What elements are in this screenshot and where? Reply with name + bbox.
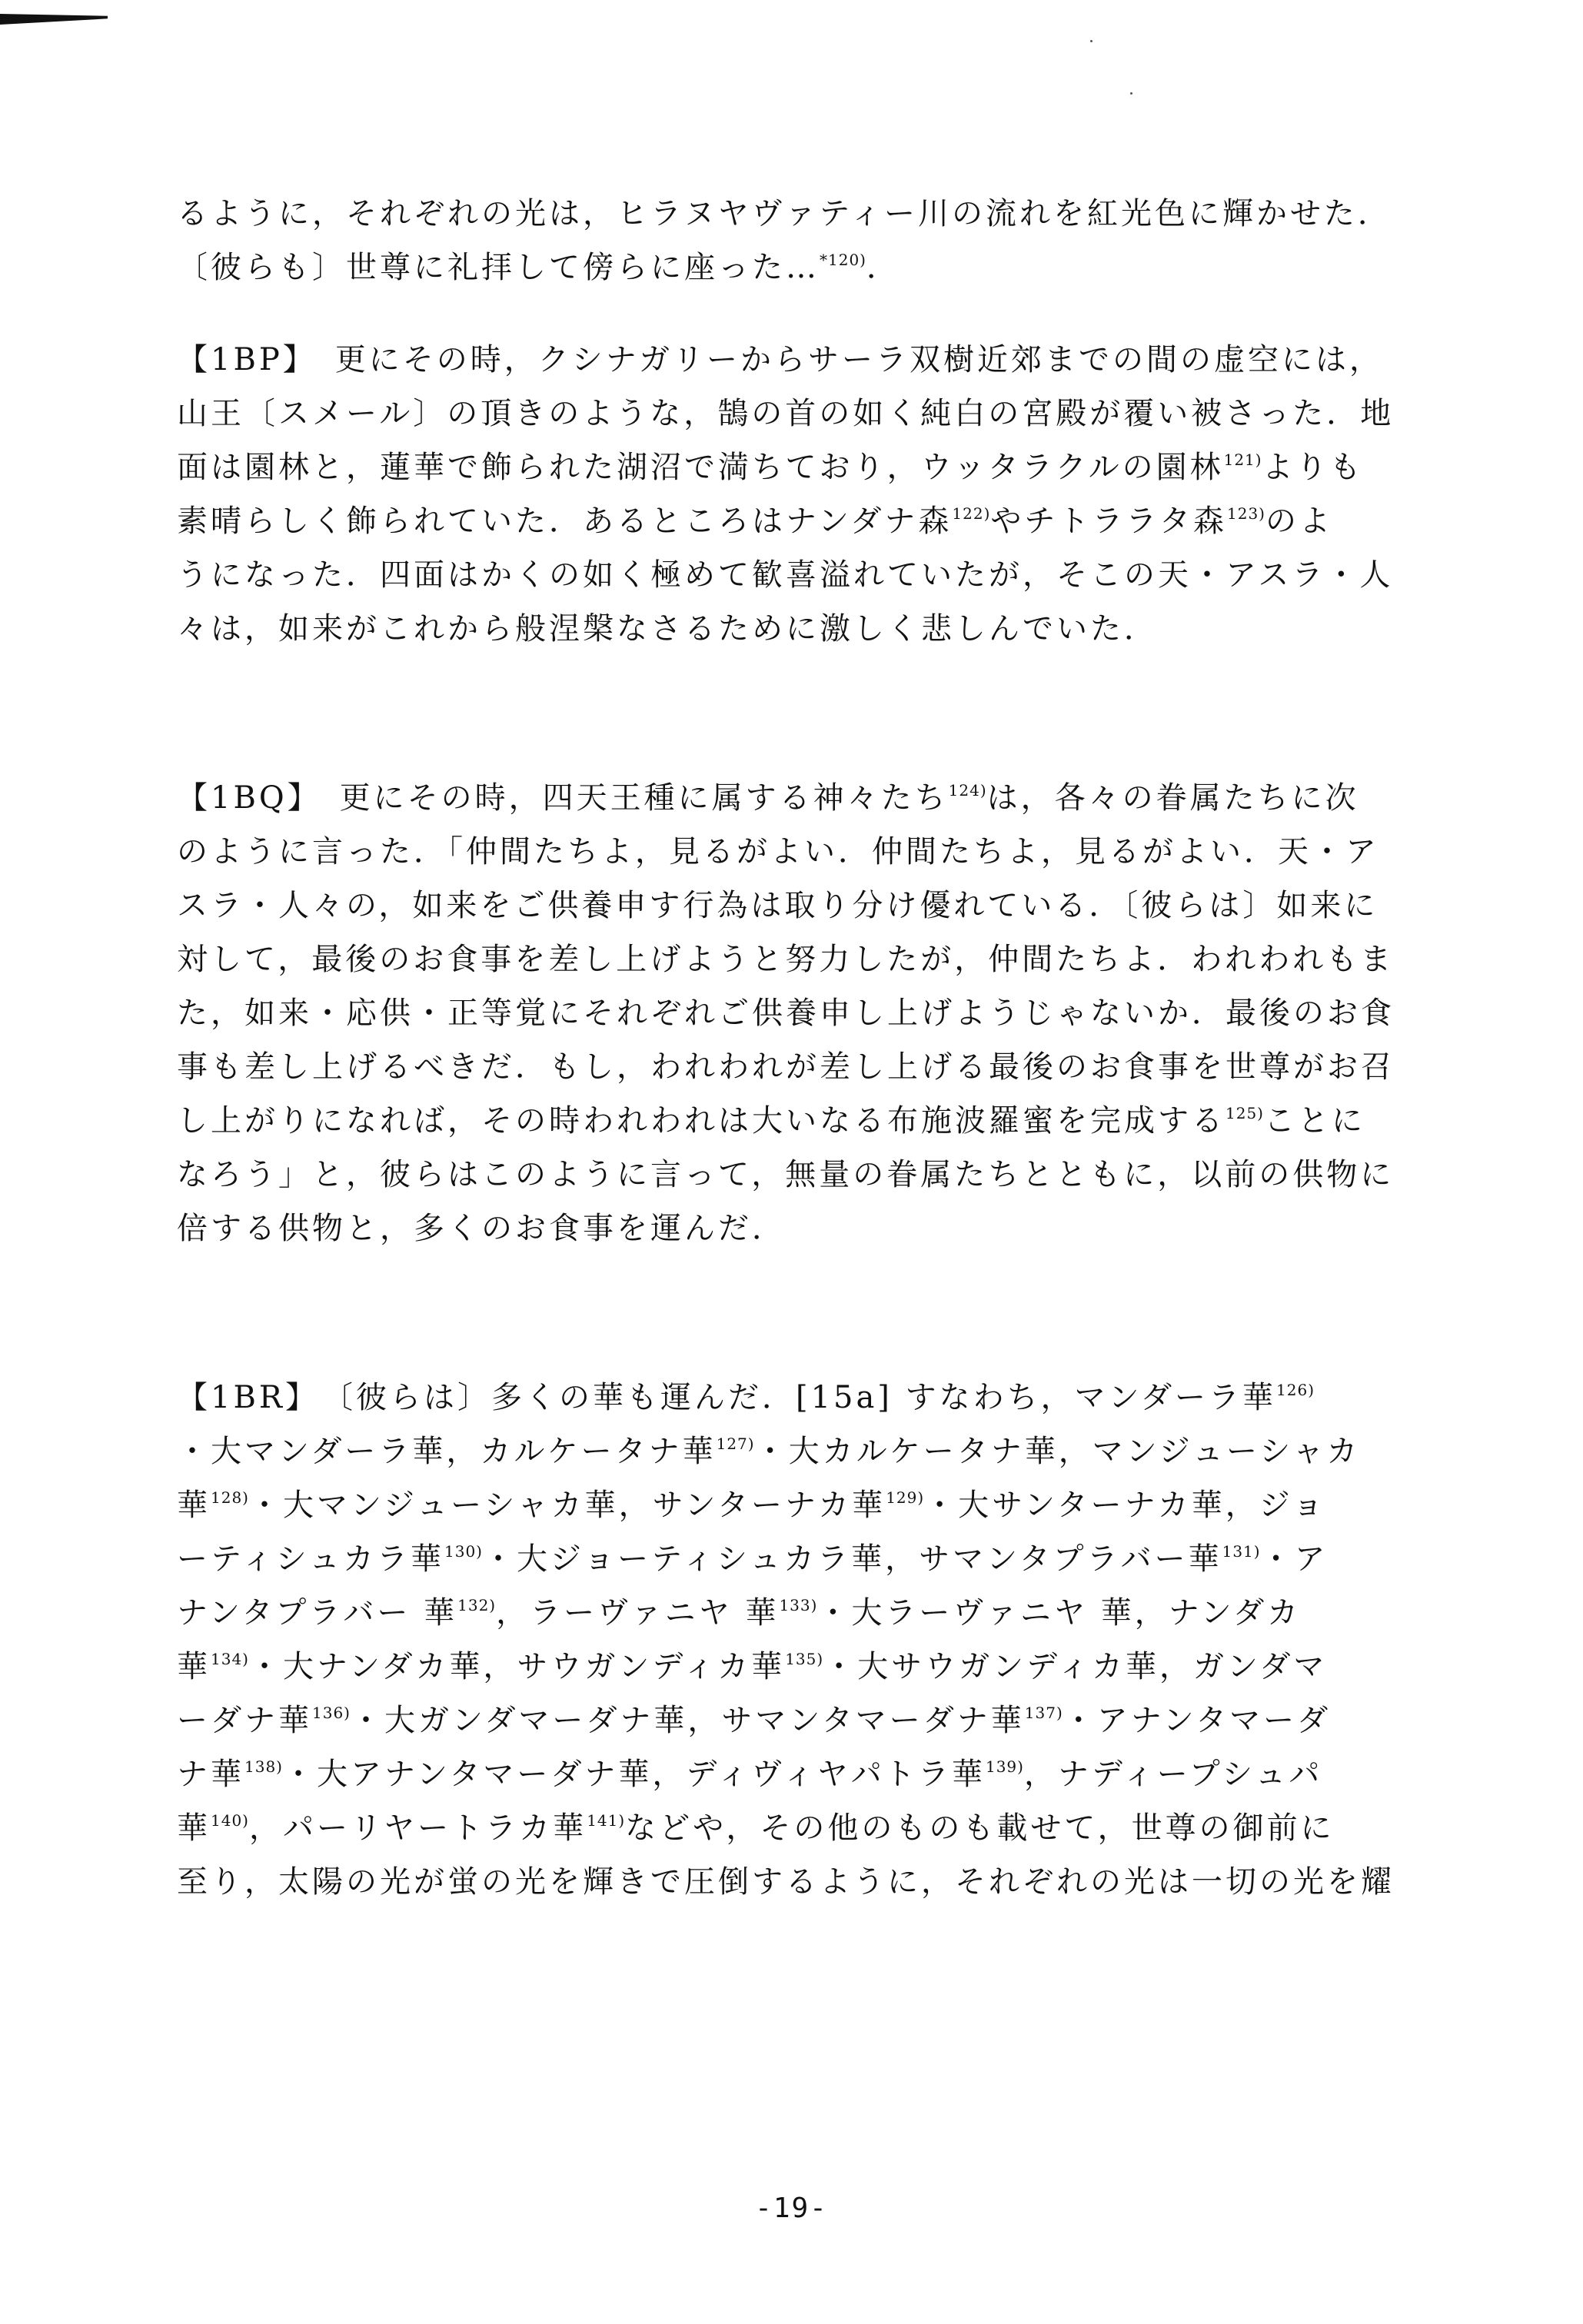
text-segment: し上がりになれば，その時われわれは大いなる布施波羅蜜を完成する <box>177 1103 1225 1139</box>
footnote-ref: 132) <box>457 1596 497 1614</box>
text-segment: ーティシュカラ華 <box>177 1541 444 1577</box>
footnote-ref: 135) <box>785 1650 824 1668</box>
text-line <box>177 883 1376 929</box>
text-line <box>177 1098 1376 1144</box>
footnote-ref: 126) <box>1276 1381 1315 1399</box>
text-segment: ・大ラーヴァニヤ 華，ナンダカ <box>817 1595 1302 1631</box>
text-line <box>177 990 1395 1036</box>
footnote-ref: 136) <box>312 1704 351 1722</box>
text-line <box>177 1428 1376 1475</box>
text-segment: ・ア <box>1260 1541 1329 1577</box>
text-line <box>177 244 1376 291</box>
text-line <box>177 1644 1376 1690</box>
text-line <box>177 337 1383 383</box>
scan-speck <box>1090 40 1092 42</box>
footnote-ref: 130) <box>444 1542 483 1561</box>
text-segment: うになった．四面はかくの如く極めて歓喜溢れていたが，そこの天・アスラ・人 <box>177 557 1394 593</box>
text-line <box>177 1536 1376 1582</box>
text-segment: 山王〔スメール〕の頂きのような，鵠の首の如く純白の宮殿が覆い被さった．地 <box>177 396 1395 431</box>
text-segment: 々は，如来がこれから般涅槃なさるために激しく悲しんでいた． <box>177 611 1158 647</box>
text-line <box>177 1482 1376 1528</box>
text-line <box>177 391 1395 437</box>
text-line <box>177 606 1376 652</box>
text-line <box>177 1590 1376 1636</box>
text-segment: ・大ジョーティシュカラ華，サマンタプラバー華 <box>482 1541 1222 1577</box>
text-segment: ・大アナンタマーダナ華，ディヴィヤパトラ華 <box>282 1757 986 1792</box>
text-line <box>177 498 1376 544</box>
text-segment: ，ナディープシュパ <box>1023 1757 1323 1792</box>
text-line <box>177 191 1392 237</box>
footnote-ref: 129) <box>886 1488 925 1507</box>
footnote-ref: 122) <box>952 504 991 523</box>
page-number: -19- <box>755 2193 828 2224</box>
text-segment: ・大ナンダカ華，サウガンディカ華 <box>248 1649 786 1684</box>
text-line <box>177 775 1376 821</box>
text-segment: 素晴らしく飾られていた．あるところはナンダナ森 <box>177 504 953 539</box>
text-segment: よりも <box>1262 450 1364 485</box>
text-segment: ・大サウガンディカ華，ガンダマ <box>823 1649 1328 1684</box>
text-segment: やチトララタ森 <box>990 504 1227 539</box>
text-segment: スラ・人々の，如来をご供養申す行為は取り分け優れている．〔彼らは〕如来に <box>177 888 1378 923</box>
text-line <box>177 444 1376 490</box>
text-segment: ・大サンターナカ華，ジョ <box>924 1488 1326 1523</box>
footnote-ref: 133) <box>779 1596 818 1614</box>
text-segment: 〔彼らも〕世尊に礼拝して傍らに座った… <box>177 250 820 285</box>
text-segment: るように，それぞれの光は，ヒラヌヤヴァティー川の流れを紅光色に輝かせた． <box>177 196 1392 231</box>
text-line <box>177 829 1379 875</box>
footnote-ref: 139) <box>985 1757 1024 1776</box>
footnote-ref: 124) <box>948 781 987 800</box>
text-segment: のよ <box>1265 504 1333 539</box>
text-line <box>177 1044 1395 1090</box>
footnote-ref: *120) <box>820 251 866 269</box>
text-line <box>177 1805 1376 1851</box>
footnote-ref: 138) <box>244 1757 283 1776</box>
footnote-ref: 134) <box>211 1650 249 1668</box>
footnote-ref: 121) <box>1223 451 1262 469</box>
text-segment: た，如来・応供・正等覚にそれぞれご供養申し上げようじゃないか．最後のお食 <box>177 996 1395 1031</box>
text-segment: ・大マンダーラ華，カルケータナ華 <box>177 1434 717 1469</box>
text-line <box>177 1697 1376 1744</box>
footnote-ref: 123) <box>1227 504 1265 523</box>
footnote-ref: 137) <box>1024 1704 1063 1722</box>
text-segment: ，パーリヤートラカ華 <box>248 1810 587 1846</box>
text-segment: ，ラーヴァニヤ 華 <box>496 1595 780 1631</box>
text-segment: ． <box>866 250 900 285</box>
text-line <box>177 1205 1376 1252</box>
text-segment: 【1BQ】 更にその時，四天王種に属する神々たち <box>177 780 949 816</box>
text-segment: 【1BP】 更にその時，クシナガリーからサーラ双樹近郊までの間の虚空には， <box>177 342 1383 377</box>
text-segment: ・大ガンダマーダナ華，サマンタマーダナ華 <box>350 1703 1025 1738</box>
text-line <box>177 1375 1376 1421</box>
text-segment: 面は園林と，蓮華で飾られた湖沼で満ちており，ウッタラクルの園林 <box>177 450 1224 485</box>
text-segment: のように言った．「仲間たちよ，見るがよい．仲間たちよ，見るがよい．天・ア <box>177 834 1379 869</box>
footnote-ref: 141) <box>587 1811 626 1830</box>
corner-scan-mark <box>0 14 108 25</box>
text-segment: 至り，太陽の光が蛍の光を輝きで圧倒するように，それぞれの光は一切の光を耀 <box>177 1864 1395 1900</box>
footnote-ref: 125) <box>1225 1104 1264 1122</box>
text-line <box>177 1751 1376 1797</box>
footnote-ref: 128) <box>211 1488 249 1507</box>
text-segment: ーダナ華 <box>177 1703 312 1738</box>
text-line <box>177 552 1394 598</box>
scan-speck <box>1130 92 1132 95</box>
footnote-ref: 140) <box>211 1811 249 1830</box>
text-segment: ・アナンタマーダ <box>1063 1703 1332 1738</box>
text-segment: 華 <box>177 1488 211 1523</box>
text-segment: 華 <box>177 1810 211 1846</box>
footnote-ref: 131) <box>1222 1542 1261 1561</box>
text-segment: 対して，最後のお食事を差し上げようと努力したが，仲間たちよ．われわれもま <box>177 942 1395 977</box>
text-line <box>177 1859 1395 1905</box>
text-segment: ・大カルケータナ華，マンジューシャカ <box>754 1434 1361 1469</box>
text-segment: 華 <box>177 1649 211 1684</box>
text-segment: ナ華 <box>177 1757 244 1792</box>
footnote-ref: 127) <box>716 1435 755 1453</box>
text-segment: 【1BR】 〔彼らは〕多くの華も運んだ．[15a] すなわち，マンダーラ華 <box>177 1380 1277 1415</box>
text-segment: などや，その他のものも載せて，世尊の御前に <box>625 1810 1335 1846</box>
text-segment: は，各々の眷属たちに次 <box>986 780 1359 816</box>
text-line <box>177 936 1395 982</box>
text-segment: ナンタプラバー 華 <box>177 1595 458 1631</box>
text-segment: ことに <box>1263 1103 1365 1139</box>
text-line <box>177 1152 1395 1198</box>
text-segment: 事も差し上げるべきだ．もし，われわれが差し上げる最後のお食事を世尊がお召 <box>177 1049 1395 1085</box>
text-segment: ・大マンジューシャカ華，サンターナカ華 <box>248 1488 886 1523</box>
text-segment: なろう」と，彼らはこのように言って，無量の眷属たちとともに，以前の供物に <box>177 1157 1395 1192</box>
text-segment: 倍する供物と，多くのお食事を運んだ． <box>177 1211 786 1246</box>
